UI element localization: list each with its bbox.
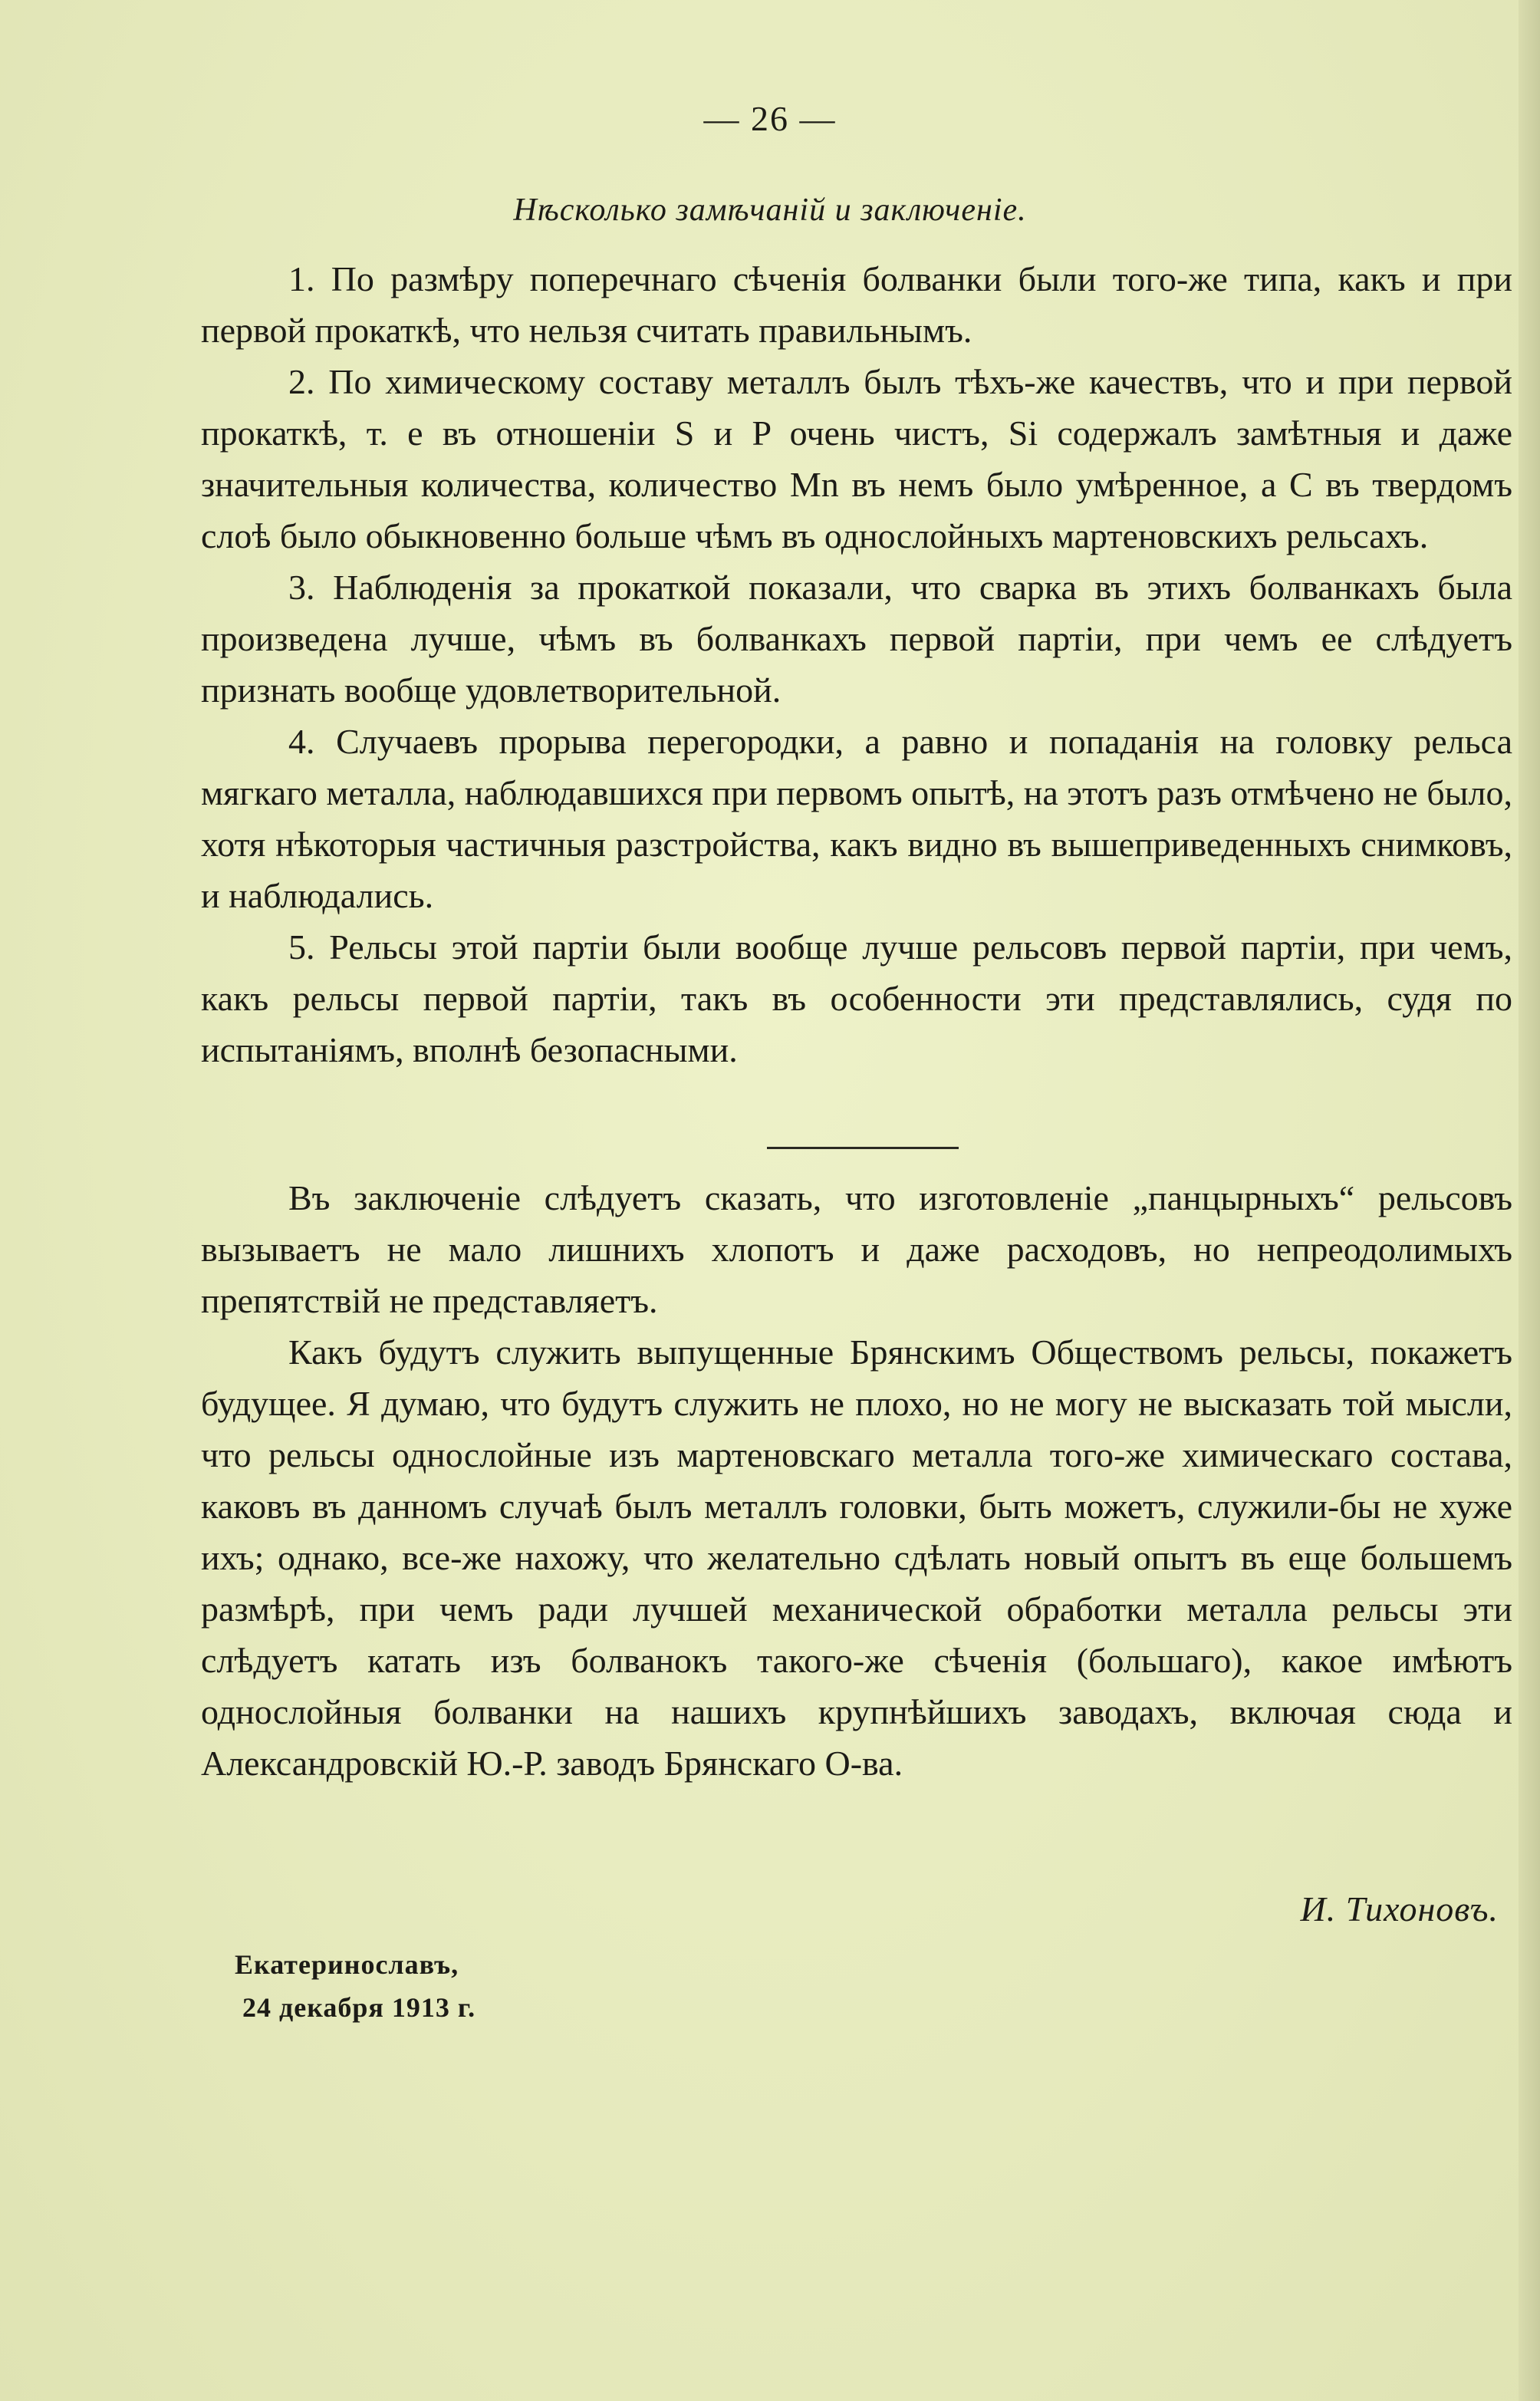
page-edge-shadow	[1519, 0, 1540, 2401]
date-line: 24 декабря 1913 г.	[242, 1992, 476, 2023]
section-title: Нѣсколько замѣчаній и заключеніе.	[513, 193, 1027, 228]
page-number: — 26 —	[703, 99, 837, 138]
remark-paragraph: 5. Рельсы этой партіи были вообще лучше рельсовъ первой партіи, при чемъ, какъ рельсы первой партіи, такъ въ особенности эти представлялись, судя по испытаніямъ, вполнѣ безопасными.	[201, 927, 1512, 1069]
place-line: Екатеринославъ,	[235, 1949, 459, 1980]
author-signature: И. Тихоновъ.	[1300, 1889, 1499, 1928]
conclusion-paragraph: Какъ будутъ служить выпущенные Брянскимъ Обществомъ рельсы, покажетъ будущее. Я думаю, что будутъ служить не плохо, но не могу не высказать той мысли, что рельсы однослойные изъ мартеновскаго металла того-же химическаго состава, каковъ въ данномъ случаѣ былъ металлъ головки, быть можетъ, служили-бы не хуже ихъ; однако, все-же нахожу, что желательно сдѣлать новый опытъ въ еще большемъ размѣрѣ, при чемъ ради лучшей механической обработки металла рельсы эти слѣдуетъ катать изъ болванокъ такого-же сѣченія (большаго), какое имѣютъ однослойныя болванки на нашихъ крупнѣйшихъ заводахъ, включая сюда и Александровскій Ю.-Р. заводъ Брянскаго О-ва.	[201, 1332, 1512, 1783]
remark-paragraph: 3. Наблюденія за прокаткой показали, что сварка въ этихъ болванкахъ была произведена лучше, чѣмъ въ болванкахъ первой партіи, при чемъ ее слѣдуетъ признать вообще удовлетворительной.	[201, 568, 1512, 710]
section-divider	[767, 1147, 959, 1149]
remark-paragraph: 4. Случаевъ прорыва перегородки, а равно и попаданія на головку рельса мягкаго металла, наблюдавшихся при первомъ опытѣ, на этотъ разъ отмѣчено не было, хотя нѣкоторыя частичныя разстройства, какъ видно въ вышеприведенныхъ снимковъ, и наблюдались.	[201, 722, 1512, 915]
numbered-remarks	[201, 253, 1512, 1075]
conclusion-text	[201, 1172, 1512, 1789]
conclusion-paragraph: Въ заключеніе слѣдуетъ сказать, что изготовленіе „панцырныхъ“ рельсовъ вызываетъ не мало лишнихъ хлопотъ и даже расходовъ, но непреодолимыхъ препятствій не представляетъ.	[201, 1178, 1512, 1320]
remark-paragraph: 2. По химическому составу металлъ былъ тѣхъ-же качествъ, что и при первой прокаткѣ, т. е въ отношеніи S и P очень чистъ, Si содержалъ замѣтныя и даже значительныя количества, количество Mn въ немъ было умѣренное, а C въ твердомъ слоѣ было обыкновенно больше чѣмъ въ однослойныхъ мартеновскихъ рельсахъ.	[201, 362, 1512, 555]
remark-paragraph: 1. По размѣру поперечнаго сѣченія болванки были того-же типа, какъ и при первой прокаткѣ, что нельзя считать правильнымъ.	[201, 259, 1512, 350]
